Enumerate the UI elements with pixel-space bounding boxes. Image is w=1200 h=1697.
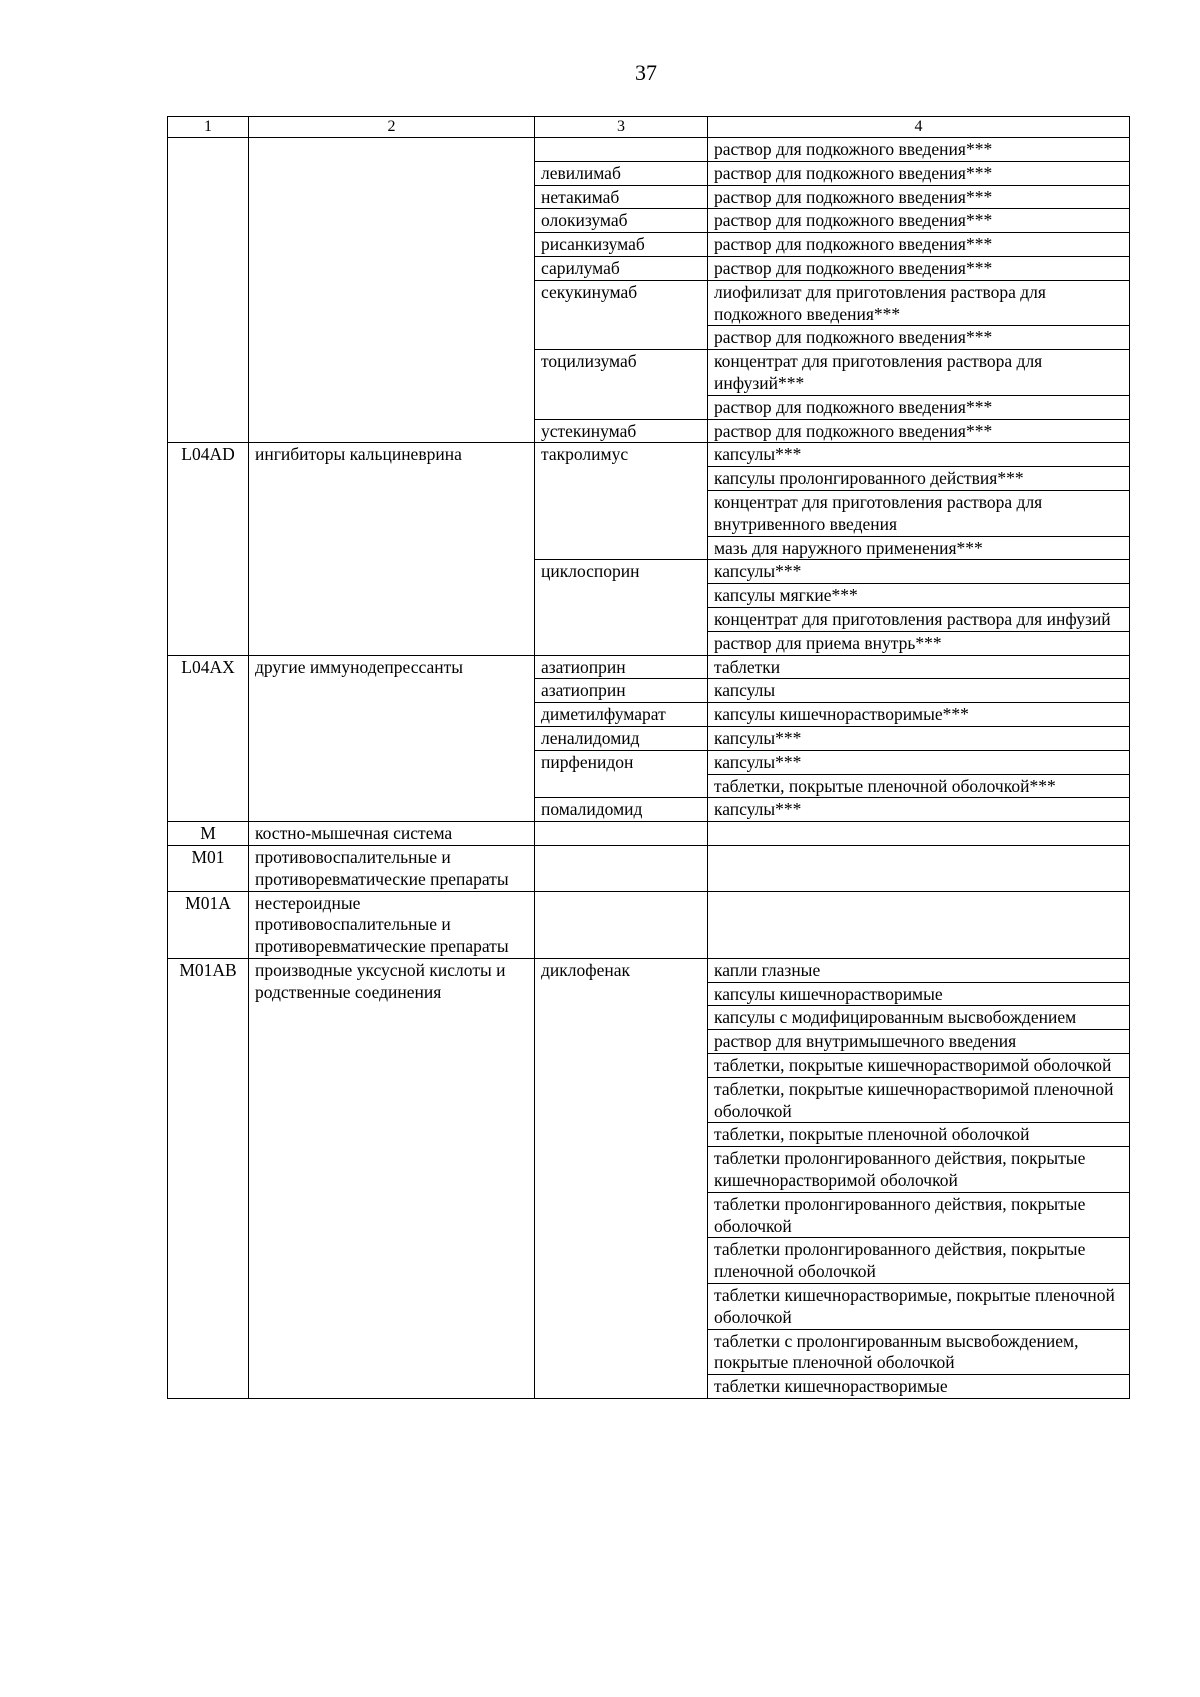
dosage-form: раствор для приема внутрь*** — [708, 631, 1130, 655]
dosage-form: капли глазные — [708, 958, 1130, 982]
dosage-form: капсулы*** — [708, 750, 1130, 774]
drug-name: азатиоприн — [535, 679, 708, 703]
group-row — [168, 891, 1130, 958]
column-number: 1 — [168, 117, 249, 138]
drug-name — [535, 138, 708, 162]
dosage-form: таблетки пролонгированного действия, покрытые кишечнорастворимой оболочкой — [708, 1147, 1130, 1193]
dosage-form: концентрат для приготовления раствора для внутривенного введения — [708, 490, 1130, 536]
dosage-form: раствор для подкожного введения*** — [708, 256, 1130, 280]
dosage-form: капсулы*** — [708, 798, 1130, 822]
group-name: противовоспалительные и противоревматические препараты — [249, 845, 535, 891]
dosage-form: таблетки кишечнорастворимые — [708, 1375, 1130, 1399]
dosage-form: раствор для подкожного введения*** — [708, 395, 1130, 419]
group-row — [168, 845, 1130, 891]
dosage-form: капсулы мягкие*** — [708, 584, 1130, 608]
dosage-form: капсулы кишечнорастворимые — [708, 982, 1130, 1006]
dosage-form-empty — [708, 845, 1130, 891]
drug-name: тоцилизумаб — [535, 350, 708, 419]
group-name: ингибиторы кальциневрина — [249, 443, 535, 655]
dosage-form: таблетки — [708, 655, 1130, 679]
dosage-form: раствор для подкожного введения*** — [708, 209, 1130, 233]
column-number: 3 — [535, 117, 708, 138]
dosage-form: раствор для подкожного введения*** — [708, 419, 1130, 443]
dosage-form: таблетки пролонгированного действия, покрытые пленочной оболочкой — [708, 1238, 1130, 1284]
drug-name: азатиоприн — [535, 655, 708, 679]
column-number-row — [168, 117, 1130, 138]
group-name: нестероидные противовоспалительные и противоревматические препараты — [249, 891, 535, 958]
dosage-form: капсулы с модифицированным высвобождением — [708, 1006, 1130, 1030]
dosage-form: таблетки с пролонгированным высвобождением, покрытые пленочной оболочкой — [708, 1329, 1130, 1375]
dosage-form: раствор для подкожного введения*** — [708, 233, 1130, 257]
table-row — [168, 138, 1130, 162]
atc-code: M01A — [168, 891, 249, 958]
drug-name: олокизумаб — [535, 209, 708, 233]
table-row — [168, 958, 1130, 982]
drug-classification-table — [167, 116, 1130, 1399]
atc-code: M01AB — [168, 958, 249, 1398]
drug-name-empty — [535, 822, 708, 846]
atc-code: M01 — [168, 845, 249, 891]
drug-name: рисанкизумаб — [535, 233, 708, 257]
group-name: другие иммунодепрессанты — [249, 655, 535, 822]
group-name: костно-мышечная система — [249, 822, 535, 846]
dosage-form: таблетки кишечнорастворимые, покрытые пленочной оболочкой — [708, 1284, 1130, 1330]
drug-name: циклоспорин — [535, 560, 708, 655]
atc-code: L04AX — [168, 655, 249, 822]
dosage-form: раствор для подкожного введения*** — [708, 326, 1130, 350]
dosage-form: капсулы — [708, 679, 1130, 703]
dosage-form: таблетки, покрытые пленочной оболочкой — [708, 1123, 1130, 1147]
group-row — [168, 822, 1130, 846]
table-row — [168, 655, 1130, 679]
dosage-form: капсулы*** — [708, 560, 1130, 584]
drug-name: диклофенак — [535, 958, 708, 1398]
dosage-form: раствор для подкожного введения*** — [708, 185, 1130, 209]
drug-name: такролимус — [535, 443, 708, 560]
drug-name: диметилфумарат — [535, 703, 708, 727]
table-body — [168, 138, 1130, 1399]
dosage-form: капсулы пролонгированного действия*** — [708, 467, 1130, 491]
atc-code — [168, 138, 249, 443]
table-row — [168, 443, 1130, 467]
drug-name-empty — [535, 845, 708, 891]
dosage-form: капсулы*** — [708, 443, 1130, 467]
dosage-form: концентрат для приготовления раствора для инфузий*** — [708, 350, 1130, 396]
dosage-form: лиофилизат для приготовления раствора для подкожного введения*** — [708, 280, 1130, 326]
column-number: 2 — [249, 117, 535, 138]
atc-code: L04AD — [168, 443, 249, 655]
drug-name-empty — [535, 891, 708, 958]
dosage-form: раствор для подкожного введения*** — [708, 161, 1130, 185]
dosage-form: мазь для наружного применения*** — [708, 536, 1130, 560]
drug-name: левилимаб — [535, 161, 708, 185]
drug-name: устекинумаб — [535, 419, 708, 443]
group-name — [249, 138, 535, 443]
dosage-form: раствор для внутримышечного введения — [708, 1030, 1130, 1054]
atc-code: M — [168, 822, 249, 846]
page-number: 37 — [635, 60, 657, 85]
dosage-form-empty — [708, 891, 1130, 958]
drug-name: секукинумаб — [535, 280, 708, 349]
dosage-form: таблетки, покрытые пленочной оболочкой*** — [708, 774, 1130, 798]
drug-name: сарилумаб — [535, 256, 708, 280]
drug-name: нетакимаб — [535, 185, 708, 209]
column-number: 4 — [708, 117, 1130, 138]
dosage-form: капсулы*** — [708, 726, 1130, 750]
dosage-form: таблетки пролонгированного действия, покрытые оболочкой — [708, 1192, 1130, 1238]
drug-name: пирфенидон — [535, 750, 708, 798]
drug-name: помалидомид — [535, 798, 708, 822]
group-name: производные уксусной кислоты и родственные соединения — [249, 958, 535, 1398]
dosage-form: таблетки, покрытые кишечнорастворимой пленочной оболочкой — [708, 1077, 1130, 1123]
dosage-form: капсулы кишечнорастворимые*** — [708, 703, 1130, 727]
drug-name: леналидомид — [535, 726, 708, 750]
dosage-form: концентрат для приготовления раствора для инфузий — [708, 607, 1130, 631]
dosage-form-empty — [708, 822, 1130, 846]
dosage-form: раствор для подкожного введения*** — [708, 138, 1130, 162]
dosage-form: таблетки, покрытые кишечнорастворимой оболочкой — [708, 1054, 1130, 1078]
